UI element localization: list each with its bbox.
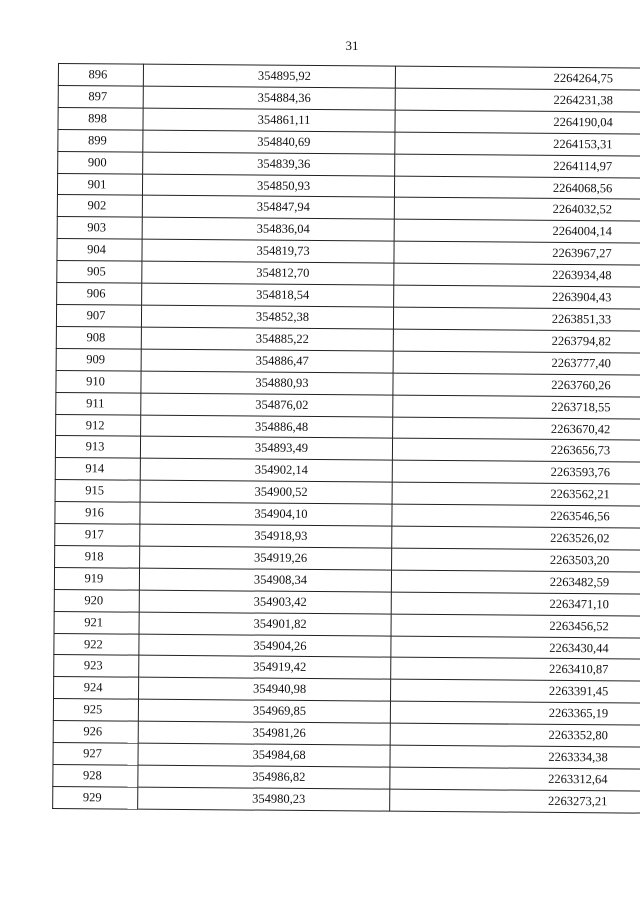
y-coordinate-cell: 2263934,48 <box>394 263 640 287</box>
x-coordinate-cell: 354861,11 <box>143 108 395 132</box>
y-coordinate-cell: 2264264,75 <box>395 66 640 90</box>
y-coordinate-cell: 2263760,26 <box>393 373 640 397</box>
x-coordinate-cell: 354986,82 <box>138 765 390 789</box>
point-number-cell: 909 <box>56 348 141 371</box>
x-coordinate-cell: 354886,47 <box>141 349 393 373</box>
point-number-cell: 919 <box>54 567 139 590</box>
y-coordinate-cell: 2264153,31 <box>395 132 640 156</box>
point-number-cell: 898 <box>58 107 143 130</box>
point-number-cell: 901 <box>57 173 142 196</box>
point-number-cell: 928 <box>53 764 138 787</box>
y-coordinate-cell: 2263430,44 <box>391 636 640 660</box>
point-number-cell: 910 <box>56 370 141 393</box>
point-number-cell: 906 <box>57 283 142 306</box>
point-number-cell: 929 <box>53 786 138 809</box>
point-number-cell: 925 <box>53 699 138 722</box>
y-coordinate-cell: 2263593,76 <box>392 460 640 484</box>
x-coordinate-cell: 354969,85 <box>138 699 390 723</box>
x-coordinate-cell: 354850,93 <box>142 174 394 198</box>
page-number: 31 <box>345 38 359 53</box>
coordinates-table-body <box>53 64 640 814</box>
point-number-cell: 902 <box>57 195 142 218</box>
point-number-cell: 924 <box>54 677 139 700</box>
y-coordinate-cell: 2263503,20 <box>392 548 640 572</box>
x-coordinate-cell: 354904,26 <box>139 634 391 658</box>
x-coordinate-cell: 354893,49 <box>140 437 392 461</box>
x-coordinate-cell: 354984,68 <box>138 743 390 767</box>
y-coordinate-cell: 2263482,59 <box>391 570 640 594</box>
y-coordinate-cell: 2263410,87 <box>391 658 640 682</box>
x-coordinate-cell: 354852,38 <box>141 305 393 329</box>
y-coordinate-cell: 2263851,33 <box>393 307 640 331</box>
x-coordinate-cell: 354884,36 <box>143 86 395 110</box>
point-number-cell: 920 <box>54 589 139 612</box>
x-coordinate-cell: 354836,04 <box>142 218 394 242</box>
y-coordinate-cell: 2264032,52 <box>394 198 640 222</box>
y-coordinate-cell: 2264190,04 <box>395 110 640 134</box>
y-coordinate-cell: 2263777,40 <box>393 351 640 375</box>
y-coordinate-cell: 2263794,82 <box>393 329 640 353</box>
point-number-cell: 926 <box>53 721 138 744</box>
point-number-cell: 905 <box>57 261 142 284</box>
y-coordinate-cell: 2264068,56 <box>394 176 640 200</box>
x-coordinate-cell: 354919,26 <box>140 546 392 570</box>
x-coordinate-cell: 354819,73 <box>142 239 394 263</box>
y-coordinate-cell: 2263391,45 <box>390 680 640 704</box>
x-coordinate-cell: 354902,14 <box>140 458 392 482</box>
x-coordinate-cell: 354980,23 <box>138 787 390 811</box>
y-coordinate-cell: 2263334,38 <box>390 745 640 769</box>
point-number-cell: 900 <box>58 151 143 174</box>
point-number-cell: 903 <box>57 217 142 240</box>
x-coordinate-cell: 354885,22 <box>141 327 393 351</box>
y-coordinate-cell: 2263718,55 <box>393 395 640 419</box>
x-coordinate-cell: 354839,36 <box>143 152 395 176</box>
point-number-cell: 915 <box>55 480 140 503</box>
point-number-cell: 911 <box>56 392 141 415</box>
point-number-cell: 908 <box>56 326 141 349</box>
point-number-cell: 914 <box>55 458 140 481</box>
point-number-cell: 923 <box>54 655 139 678</box>
x-coordinate-cell: 354903,42 <box>139 590 391 614</box>
y-coordinate-cell: 2263352,80 <box>390 723 640 747</box>
x-coordinate-cell: 354880,93 <box>141 371 393 395</box>
coordinates-table-wrapper <box>52 63 614 813</box>
y-coordinate-cell: 2264231,38 <box>395 88 640 112</box>
y-coordinate-cell: 2263967,27 <box>394 241 640 265</box>
y-coordinate-cell: 2263471,10 <box>391 592 640 616</box>
point-number-cell: 899 <box>58 129 143 152</box>
x-coordinate-cell: 354818,54 <box>142 283 394 307</box>
table-row <box>53 786 640 813</box>
point-number-cell: 904 <box>57 239 142 262</box>
x-coordinate-cell: 354840,69 <box>143 130 395 154</box>
x-coordinate-cell: 354940,98 <box>139 678 391 702</box>
y-coordinate-cell: 2263562,21 <box>392 482 640 506</box>
point-number-cell: 896 <box>58 64 143 87</box>
y-coordinate-cell: 2263526,02 <box>392 526 640 550</box>
point-number-cell: 912 <box>56 414 141 437</box>
y-coordinate-cell: 2263670,42 <box>393 417 640 441</box>
x-coordinate-cell: 354900,52 <box>140 480 392 504</box>
point-number-cell: 916 <box>55 502 140 525</box>
x-coordinate-cell: 354919,42 <box>139 656 391 680</box>
x-coordinate-cell: 354847,94 <box>142 196 394 220</box>
x-coordinate-cell: 354908,34 <box>139 568 391 592</box>
point-number-cell: 907 <box>56 304 141 327</box>
x-coordinate-cell: 354981,26 <box>138 721 390 745</box>
y-coordinate-cell: 2263456,52 <box>391 614 640 638</box>
y-coordinate-cell: 2263904,43 <box>394 285 640 309</box>
y-coordinate-cell: 2263312,64 <box>390 767 640 791</box>
x-coordinate-cell: 354918,93 <box>140 524 392 548</box>
x-coordinate-cell: 354886,48 <box>141 415 393 439</box>
x-coordinate-cell: 354876,02 <box>141 393 393 417</box>
y-coordinate-cell: 2264004,14 <box>394 219 640 243</box>
x-coordinate-cell: 354895,92 <box>143 64 395 88</box>
y-coordinate-cell: 2263273,21 <box>390 789 640 813</box>
y-coordinate-cell: 2264114,97 <box>395 154 640 178</box>
coordinates-table <box>52 63 640 814</box>
x-coordinate-cell: 354901,82 <box>139 612 391 636</box>
point-number-cell: 918 <box>55 545 140 568</box>
x-coordinate-cell: 354904,10 <box>140 502 392 526</box>
y-coordinate-cell: 2263365,19 <box>390 701 640 725</box>
y-coordinate-cell: 2263656,73 <box>392 439 640 463</box>
x-coordinate-cell: 354812,70 <box>142 261 394 285</box>
point-number-cell: 927 <box>53 743 138 766</box>
point-number-cell: 913 <box>55 436 140 459</box>
point-number-cell: 917 <box>55 524 140 547</box>
point-number-cell: 897 <box>58 85 143 108</box>
point-number-cell: 921 <box>54 611 139 634</box>
point-number-cell: 922 <box>54 633 139 656</box>
y-coordinate-cell: 2263546,56 <box>392 504 640 528</box>
